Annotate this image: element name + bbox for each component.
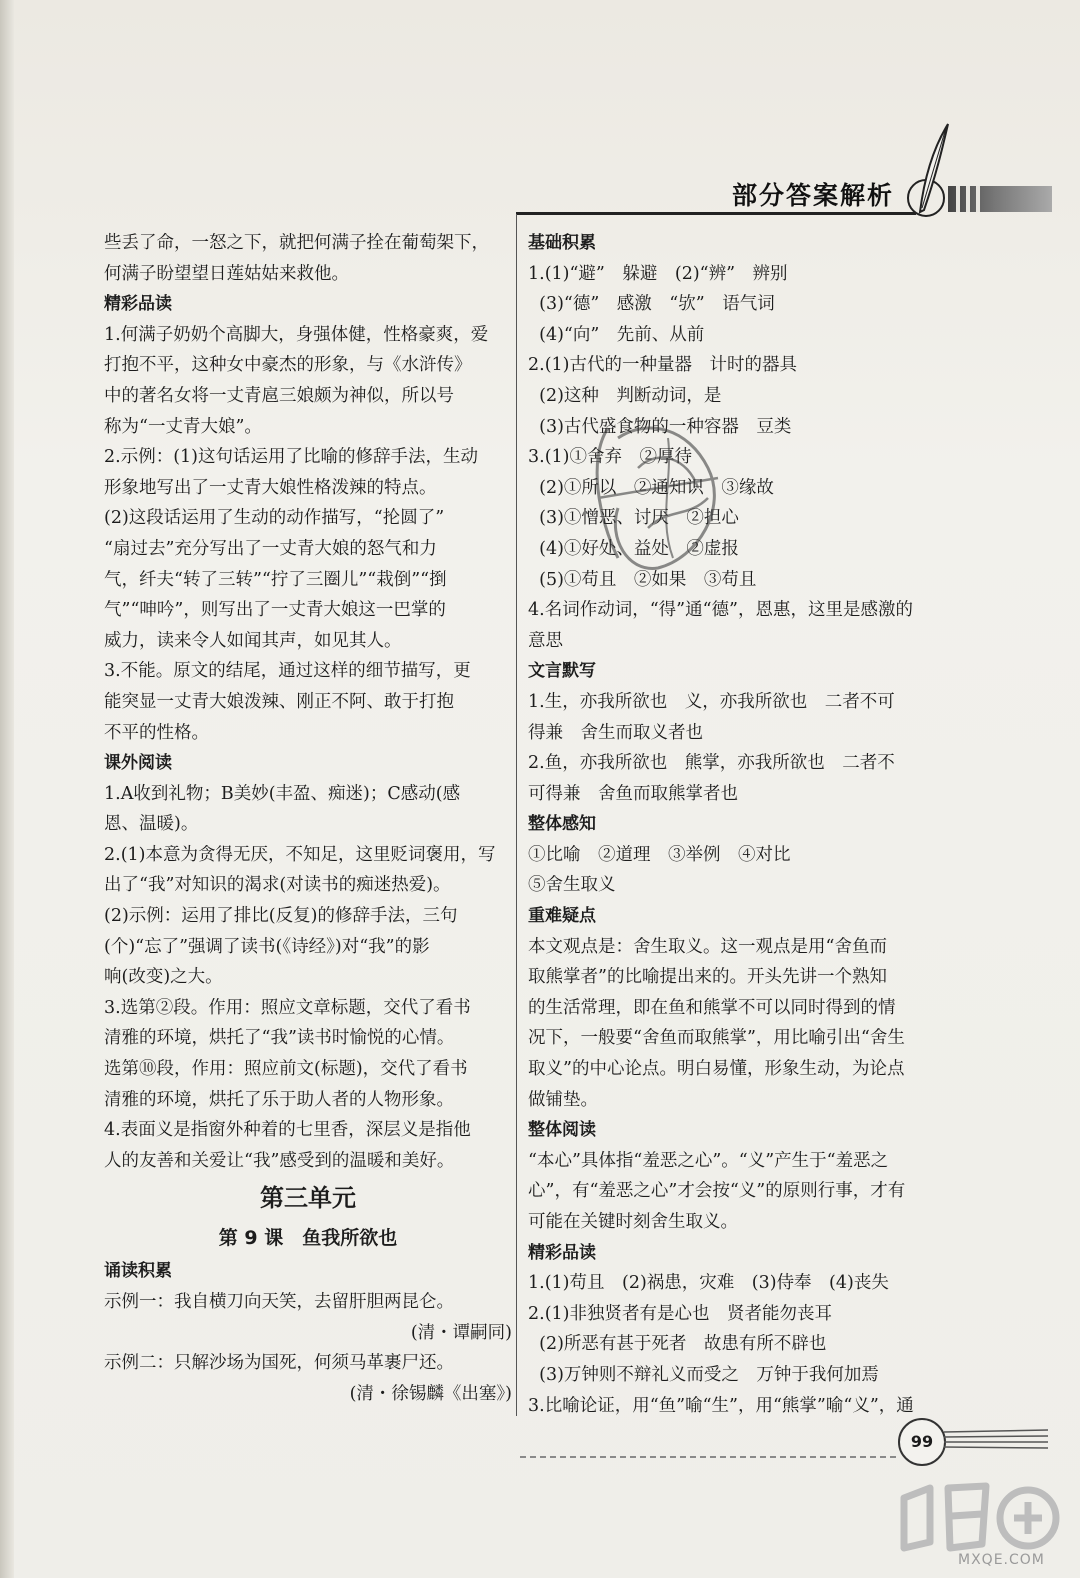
text-line: ①比喻 ②道理 ③举例 ④对比: [528, 844, 791, 865]
text-line: 可能在关键时刻舍生取义。: [528, 1212, 738, 1232]
text-line: 清雅的环境，烘托了“我”读书时愉悦的心情。: [104, 1028, 455, 1049]
text-line: 3.选第②段。作用：照应文章标题，交代了看书: [104, 997, 471, 1018]
text-line: 2.(1)本意为贪得无厌，不知足，这里贬词褒用，写: [104, 844, 496, 865]
text-line: (3)“德” 感激 “欤” 语气词: [528, 294, 775, 315]
text-line: 选第⑩段，作用：照应前文(标题)，交代了看书: [104, 1059, 468, 1080]
text-line: 的生活常理，即在鱼和熊掌不可以同时得到的情: [528, 997, 896, 1018]
text-line: 1.(1)苟且 (2)祸患，灾难 (3)侍奉 (4)丧失: [528, 1273, 889, 1294]
text-line: 恩、温暖)。: [104, 814, 199, 835]
page-binding-edge: [0, 0, 14, 1578]
text-line: 气”“呻吟”，则写出了一丈青大娘这一巴掌的: [104, 600, 446, 621]
text-line: (3)古代盛食物的一种容器 豆类: [528, 416, 792, 437]
text-line: 称为“一丈青大娘”。: [104, 416, 262, 437]
section-heading: 课外阅读: [104, 753, 172, 774]
text-line: 响(改变)之大。: [104, 967, 223, 988]
text-line: 能突显一丈青大娘泼辣、刚正不阿、敢于打抱: [104, 691, 454, 712]
text-line: 些丢了命，一怒之下，就把何满子拴在葡萄架下，: [104, 233, 489, 253]
text-line: 3.不能。原文的结尾，通过这样的细节描写，更: [104, 661, 471, 682]
unit-title: 第三单元: [260, 1184, 356, 1213]
text-line: 清雅的环境，烘托了乐于助人者的人物形象。: [104, 1089, 454, 1110]
footer-dashed-rule: [520, 1456, 896, 1458]
text-line: (2)这种 判断动词，是: [528, 385, 722, 406]
text-line: (2)这段话运用了生动的动作描写，“抡圆了”: [104, 508, 445, 529]
section-heading: 诵读积累: [104, 1261, 172, 1282]
text-line: (2)所恶有甚于死者 故患有所不辟也: [528, 1334, 827, 1355]
text-line: (个)“忘了”强调了读书(《诗经》)对“我”的影: [104, 936, 430, 957]
text-line: “扇过去”充分写出了一丈青大娘的怒气和力: [104, 538, 437, 559]
section-heading: 整体阅读: [528, 1120, 596, 1141]
text-line: 不平的性格。: [104, 722, 209, 743]
text-line: 中的著名女将一丈青扈三娘颇为神似，所以号: [104, 385, 454, 406]
column-divider: [516, 214, 517, 1416]
text-line: 打抱不平，这种女中豪杰的形象，与《水浒传》: [104, 355, 472, 376]
text-line: (2)示例：运用了排比(反复)的修辞手法，三句: [104, 906, 458, 927]
section-heading: 整体感知: [528, 814, 596, 835]
quote-source: (清・谭嗣同): [410, 1322, 512, 1343]
section-heading: 重难疑点: [528, 906, 596, 927]
text-line: 4.表面义是指窗外种着的七里香，深层义是指他: [104, 1120, 471, 1141]
header-title: 部分答案解析: [732, 181, 895, 210]
text-line: 心”，有“羞恶之心”才会按“义”的原则行事，才有: [528, 1181, 906, 1202]
text-line: 取熊掌者”的比喻提出来的。开头先讲一个熟知: [528, 967, 887, 988]
text-line: 气，纤夫“转了三转”“拧了三圈儿”“栽倒”“捯: [104, 569, 447, 590]
text-line: 1.生，亦我所欲也 义，亦我所欲也 二者不可: [528, 691, 895, 712]
text-line: (4)“向” 先前、从前: [528, 324, 705, 345]
text-line: 3.(1)①舍弃 ②厚待: [528, 447, 692, 468]
section-heading: 基础积累: [528, 233, 596, 253]
text-line: 2.(1)古代的一种量器 计时的器具: [528, 355, 797, 376]
text-line: ⑤舍生取义: [528, 875, 616, 896]
text-line: 2.(1)非独贤者有是心也 贤者能勿丧耳: [528, 1303, 832, 1324]
left-column: [104, 228, 512, 1409]
page-number: 99: [898, 1418, 946, 1466]
text-line: 形象地写出了一丈青大娘性格泼辣的特点。: [104, 477, 437, 498]
text-line: 出了“我”对知识的渴求(对读书的痴迷热爱)。: [104, 875, 451, 896]
text-line: 4.名词作动词，“得”通“德”，恩惠，这里是感激的: [528, 600, 913, 621]
header-decoration-bar: [948, 186, 1052, 212]
header-rule: [516, 212, 916, 215]
text-line: 况下，一般要“舍鱼而取熊掌”，用比喻引出“舍生: [528, 1028, 905, 1049]
text-line: 1.何满子奶奶个高脚大，身强体健，性格豪爽，爱: [104, 324, 489, 345]
section-heading: 文言默写: [528, 661, 596, 682]
text-line: 取义”的中心论点。明白易懂，形象生动，为论点: [528, 1059, 905, 1080]
text-line: 做铺垫。: [528, 1089, 598, 1110]
watermark-text: MXQE.COM: [958, 1552, 1045, 1568]
text-line: 2.鱼，亦我所欲也 熊掌，亦我所欲也 二者不: [528, 753, 895, 774]
text-line: (3)万钟则不辩礼义而受之 万钟于我何加焉: [528, 1364, 879, 1385]
footer-decoration-lines: [944, 1428, 1048, 1450]
text-line: (2)①所以 ②通知识 ③缘故: [528, 477, 774, 498]
text-line: 可得兼 舍鱼而取熊掌者也: [528, 783, 738, 804]
text-line: (3)①憎恶、讨厌 ②担心: [528, 508, 739, 529]
quill-pen-icon: [902, 120, 952, 220]
text-line: 示例一：我自横刀向天笑，去留肝胆两昆仑。: [104, 1292, 454, 1312]
text-line: 示例二：只解沙场为国死，何须马革裹尸还。: [104, 1353, 454, 1374]
text-line: 3.比喻论证，用“鱼”喻“生”，用“熊掌”喻“义”，通: [528, 1395, 914, 1416]
lesson-title: 第 9 课 鱼我所欲也: [218, 1227, 398, 1250]
text-line: 威力，读来令人如闻其声，如见其人。: [104, 630, 402, 651]
text-line: 本文观点是：舍生取义。这一观点是用“舍鱼而: [528, 936, 887, 957]
text-line: 意思: [528, 630, 563, 651]
text-line: 1.A收到礼物；B美妙(丰盈、痴迷)；C感动(感: [104, 783, 461, 804]
text-line: (4)①好处、益处 ②虚报: [528, 538, 739, 559]
text-line: “本心”具体指“羞恶之心”。“义”产生于“羞恶之: [528, 1150, 889, 1171]
section-heading: 精彩品读: [528, 1242, 596, 1263]
text-line: 人的友善和关爱让“我”感受到的温暖和美好。: [104, 1150, 455, 1171]
text-line: 何满子盼望望日莲姑姑来救他。: [104, 263, 349, 284]
text-line: 2.示例：(1)这句话运用了比喻的修辞手法，生动: [104, 447, 478, 468]
quote-source: (清・徐锡麟《出塞》): [349, 1383, 512, 1404]
section-heading: 精彩品读: [104, 294, 172, 315]
text-line: 1.(1)“避” 躲避 (2)“辨” 辨别: [528, 263, 788, 284]
text-line: (5)①苟且 ②如果 ③苟且: [528, 569, 757, 590]
text-line: 得兼 舍生而取义者也: [528, 722, 703, 743]
right-column: [528, 228, 938, 1421]
